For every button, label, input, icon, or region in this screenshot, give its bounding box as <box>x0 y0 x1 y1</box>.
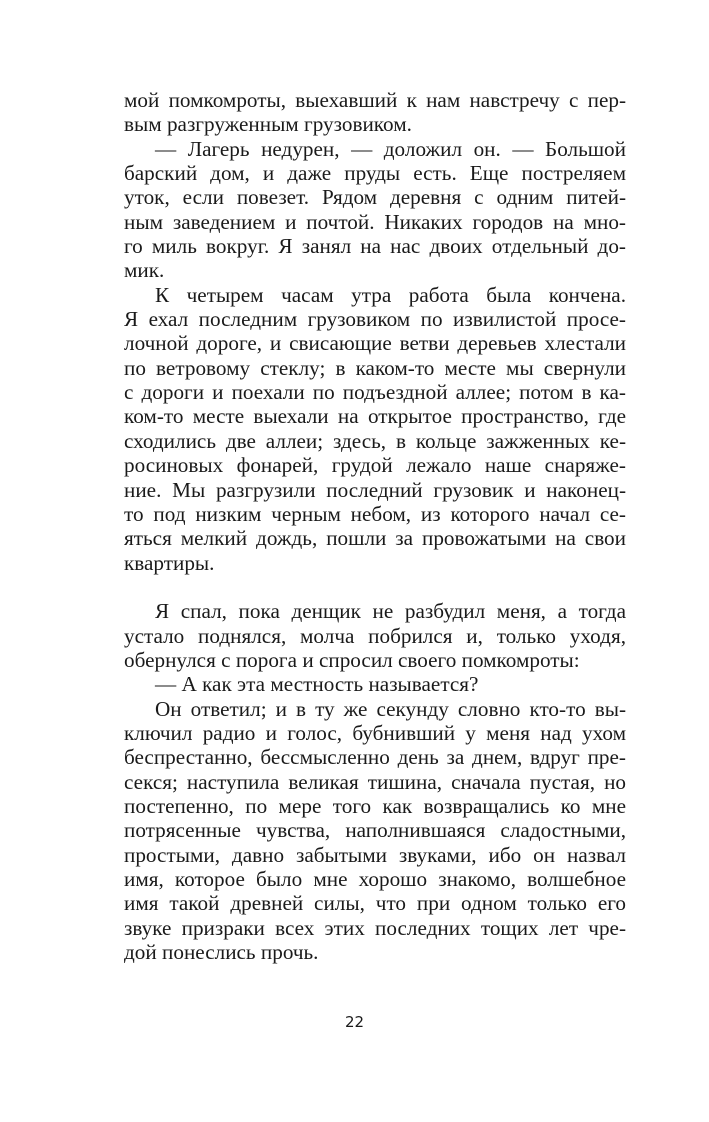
text-line: Я ехал последним грузовиком по извилистой просе- <box>124 307 626 332</box>
text-line: имя такой древней силы, что при одном только его <box>124 891 626 916</box>
text-line: го миль вокруг. Я занял на нас двоих отдельный до- <box>124 234 626 259</box>
text-line: Он ответил; и в ту же секунду словно кто-то вы- <box>155 696 626 721</box>
text-line: звуке призраки всех этих последних тощих лет чре- <box>124 915 626 940</box>
text-line: устало поднялся, молча побрился и, только уходя, <box>124 623 626 648</box>
text-line: росиновых фонарей, грудой лежало наше снаряже- <box>124 453 626 478</box>
text-line: с дороги и поехали по подъездной аллее; потом в ка- <box>124 380 626 405</box>
text-line: лочной дороге, и свисающие ветви деревьев хлестали <box>124 331 626 356</box>
text-line: по ветровому стеклу; в каком-то месте мы свернули <box>124 355 626 380</box>
text-line: квартиры. <box>124 550 215 575</box>
text-line: имя, которое было мне хорошо знакомо, волшебное <box>124 867 626 891</box>
text-line: К четырем часам утра работа была кончена. <box>155 282 626 307</box>
section-break <box>124 575 626 599</box>
text-line: уток, если повезет. Рядом деревня с одним питей- <box>124 185 626 210</box>
text-line: — А как эта местность называется? <box>155 672 479 697</box>
text-line: Я спал, пока денщик не разбудил меня, а тогда <box>155 599 626 624</box>
body-text <box>124 88 626 964</box>
text-line: — Лагерь недурен, — доложил он. — Большой <box>155 136 626 161</box>
text-line: беспрестанно, бессмысленно день за днем, вдруг пре- <box>124 745 626 770</box>
text-line: сходились две аллеи; здесь, в кольце зажженных ке- <box>124 428 626 453</box>
text-line: то под низким черным небом, из которого начал се- <box>124 501 626 526</box>
text-line: ным заведением и почтой. Никаких городов на мно- <box>124 209 626 234</box>
text-line: потрясенные чувства, наполнившаяся сладостными, <box>124 818 626 843</box>
text-line: ком-то месте выехали на открытое пространство, где <box>124 404 626 429</box>
text-line: яться мелкий дождь, пошли за провожатыми на свои <box>124 526 626 551</box>
text-line: простыми, давно забытыми звуками, ибо он назвал <box>124 842 626 867</box>
text-line: постепенно, по мере того как возвращались ко мне <box>124 793 626 818</box>
page-number: 22 <box>344 1013 365 1031</box>
text-line: барский дом, и даже пруды есть. Еще постреляем <box>124 161 626 186</box>
text-line: мой помкомроты, выехавший к нам навстречу с пер- <box>124 88 626 112</box>
text-line: ключил радио и голос, бубнивший у меня над ухом <box>124 720 626 745</box>
text-line: ние. Мы разгрузили последний грузовик и наконец- <box>124 477 626 502</box>
text-line: обернулся с порога и спросил своего помкомроты: <box>124 647 580 672</box>
text-line: секся; наступила великая тишина, сначала пустая, но <box>124 769 626 794</box>
text-line: вым разгруженным грузовиком. <box>124 112 412 137</box>
text-line: мик. <box>124 258 165 283</box>
text-line: дой понеслись прочь. <box>124 940 319 965</box>
